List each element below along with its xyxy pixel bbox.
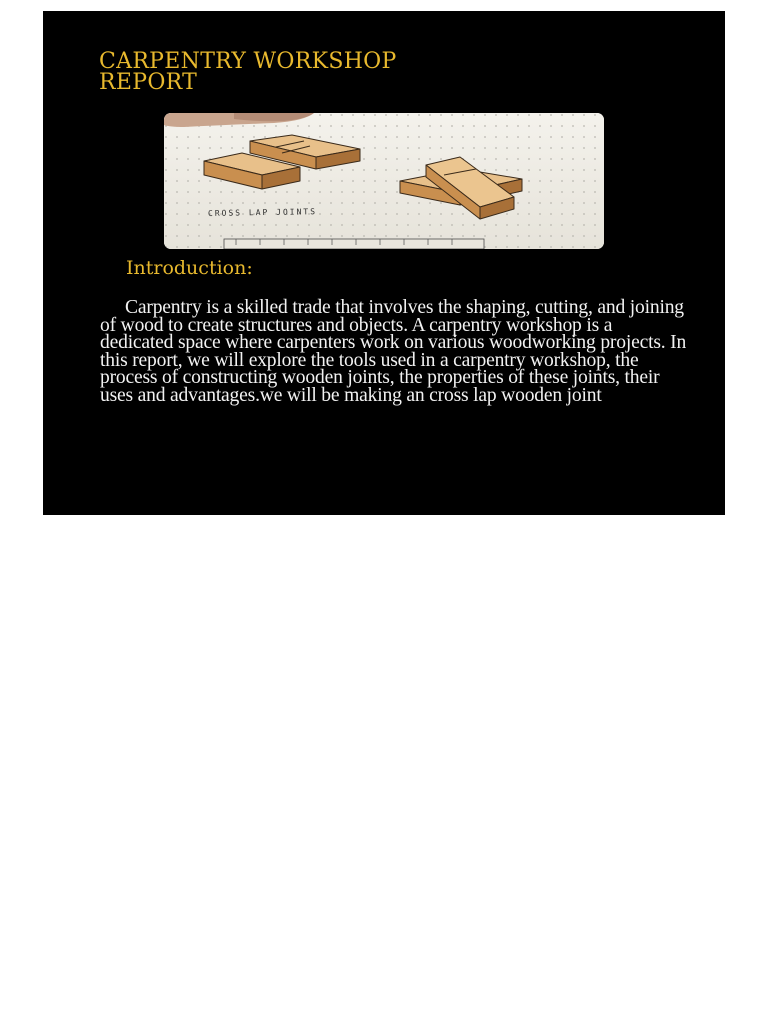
report-title-line-1: CARPENTRY WORKSHOP (99, 49, 397, 74)
introduction-heading: Introduction: (126, 257, 253, 279)
introduction-paragraph: Carpentry is a skilled trade that involves the shaping, cutting, and joining of wood to create structures and objects. A carpentry workshop is a dedicated space where carpenters work on various woodworking projects. In this report, we will explore the tools used in a carpentry workshop, the process of constructing wooden joints, the properties of these joints, their uses and advantages.we will be making an cross lap wooden joint (100, 297, 687, 406)
slide (43, 11, 725, 515)
cross-lap-joint-sketch-photo (164, 113, 604, 249)
report-title (99, 51, 397, 93)
photo-caption: CROSS LAP JOINTS (207, 207, 318, 218)
report-title-line-2: REPORT (99, 70, 198, 95)
